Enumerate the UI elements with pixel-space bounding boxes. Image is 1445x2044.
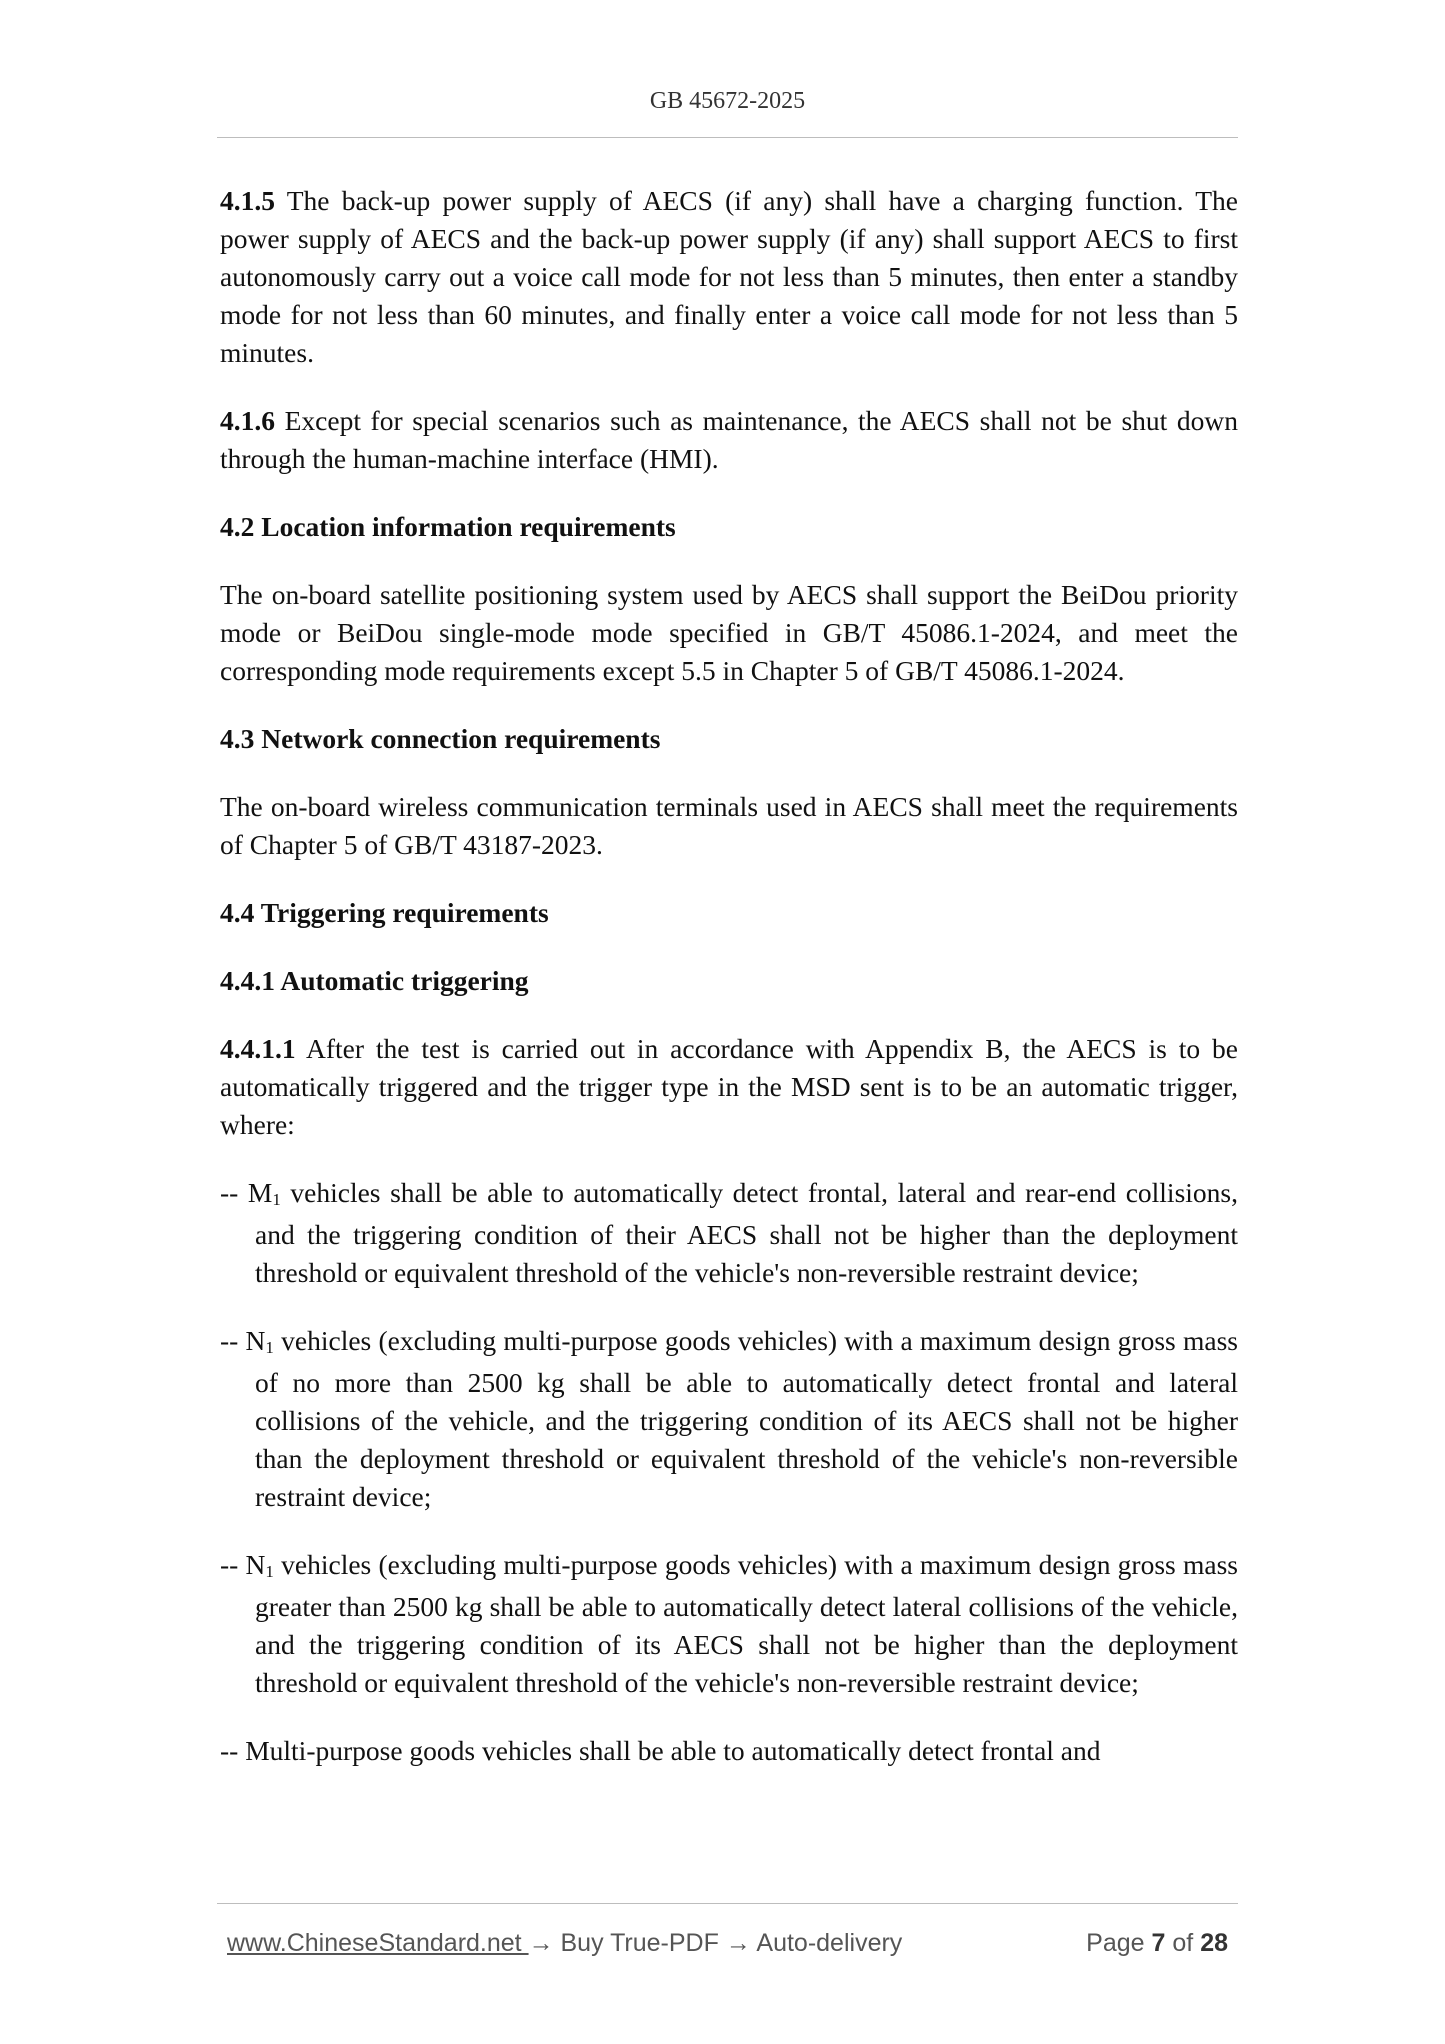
heading-4-2: 4.2 Location information requirements — [220, 511, 676, 542]
list-item-subscript: 1 — [265, 1562, 274, 1581]
list-item-prefix: -- N — [220, 1549, 266, 1580]
list-item-text: vehicles shall be able to automatically detect frontal, lateral and rear-end collisions, and the triggering condition of their AECS shall not be higher than the deployment threshold or equivalent threshold of the vehicle's non-reversible restraint device; — [255, 1177, 1238, 1288]
website-link[interactable]: www.ChineseStandard.net — [227, 1929, 529, 1957]
list-item-n1-light-vehicles — [220, 1322, 1238, 1516]
footer-promo-text: → Buy True-PDF → Auto-delivery — [528, 1929, 903, 1957]
list-item-prefix: -- M — [220, 1177, 273, 1208]
clause-text: The back-up power supply of AECS (if any) shall have a charging function. The power supply of AECS and the back-up power supply (if any) shall support AECS to first autonomously carry out a voice call mode for not less than 5 minutes, then enter a standby mode for not less than 60 minutes, and finally enter a voice call mode for not less than 5 minutes. — [220, 185, 1238, 368]
paragraph-4-3: The on-board wireless communication terminals used in AECS shall meet the requirements of Chapter 5 of GB/T 43187-2023. — [220, 791, 1238, 860]
clause-4-1-6 — [220, 402, 1238, 478]
document-body — [220, 182, 1238, 1800]
page-indicator — [1086, 1929, 1228, 1958]
list-item-prefix: -- Multi-purpose goods vehicles shall be able to automatically detect frontal and — [220, 1735, 1101, 1766]
list-item-prefix: -- N — [220, 1325, 266, 1356]
clause-text: After the test is carried out in accordance with Appendix B, the AECS is to be automatically triggered and the trigger type in the MSD sent is to be an automatic trigger, where: — [220, 1033, 1238, 1140]
clause-number: 4.1.6 — [220, 405, 275, 436]
list-item-text: vehicles (excluding multi-purpose goods vehicles) with a maximum design gross mass of no more than 2500 kg shall be able to automatically detect frontal and lateral collisions of the vehicle, and the triggering condition of its AECS shall not be higher than the deployment threshold or equivalent threshold of the vehicle's non-reversible restraint device; — [255, 1325, 1238, 1512]
page-header — [217, 86, 1238, 138]
page-footer — [217, 1903, 1238, 1964]
list-item-subscript: 1 — [265, 1338, 274, 1357]
clause-text: Except for special scenarios such as maintenance, the AECS shall not be shut down through the human-machine interface (HMI). — [220, 405, 1239, 474]
page-label: Page — [1086, 1929, 1145, 1957]
list-item-text: vehicles (excluding multi-purpose goods vehicles) with a maximum design gross mass greater than 2500 kg shall be able to automatically detect lateral collisions of the vehicle, and the triggering condition of its AECS shall not be higher than the deployment threshold or equivalent threshold of the vehicle's non-reversible restraint device; — [255, 1549, 1238, 1698]
current-page-number: 7 — [1151, 1929, 1166, 1957]
clause-number: 4.1.5 — [220, 185, 275, 216]
heading-4-4: 4.4 Triggering requirements — [220, 897, 549, 928]
list-item-n1-heavy-vehicles — [220, 1546, 1238, 1702]
total-page-count: 28 — [1200, 1929, 1228, 1957]
heading-4-3: 4.3 Network connection requirements — [220, 723, 661, 754]
clause-number: 4.4.1.1 — [220, 1033, 296, 1064]
list-item-subscript: 1 — [272, 1190, 281, 1209]
page-of-label: of — [1172, 1929, 1194, 1957]
list-item-m1-vehicles — [220, 1174, 1238, 1292]
document-id: GB 45672-2025 — [649, 88, 806, 114]
clause-4-1-5 — [220, 182, 1238, 372]
footer-promo — [227, 1929, 902, 1958]
list-item-multi-purpose-vehicles — [220, 1732, 1238, 1770]
paragraph-4-2: The on-board satellite positioning system used by AECS shall support the BeiDou priority mode or BeiDou single-mode mode specified in GB/T 45086.1-2024, and meet the corresponding mode requirements except 5.5 in Chapter 5 of GB/T 45086.1-2024. — [220, 579, 1238, 686]
heading-4-4-1: 4.4.1 Automatic triggering — [220, 965, 529, 996]
clause-4-4-1-1 — [220, 1030, 1238, 1144]
